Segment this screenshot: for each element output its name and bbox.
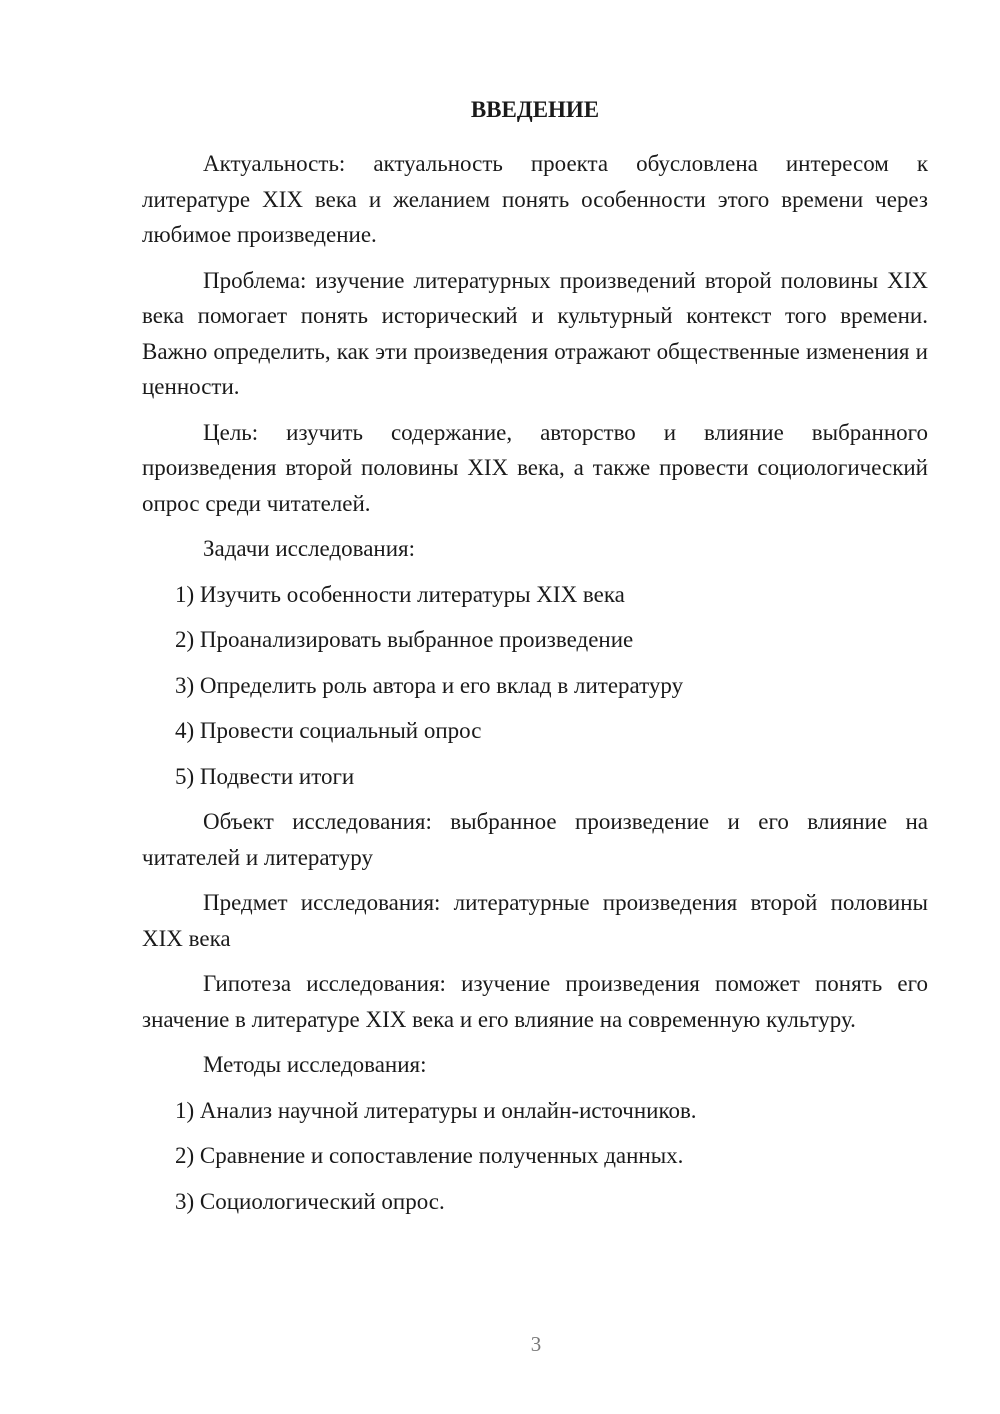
- document-body: [142, 94, 928, 1229]
- paragraph-hypothesis: Гипотеза исследования: изучение произведения поможет понять его значение в литературе XIX века и его влияние на современную культуру.: [142, 971, 928, 1032]
- paragraph-relevance: Актуальность: актуальность проекта обусловлена интересом к литературе XIX века и желанием понять особенности этого времени через любимое произведение.: [142, 151, 928, 247]
- list-item: 5) Подвести итоги: [175, 763, 355, 789]
- paragraph-goal: Цель: изучить содержание, авторство и влияние выбранного произведения второй половины XIX века, а также провести социологический опрос среди читателей.: [142, 419, 928, 516]
- paragraph-object: Объект исследования: выбранное произведение и его влияние на читателей и литературу: [142, 809, 928, 870]
- tasks-list: [142, 577, 928, 795]
- list-item: 2) Сравнение и сопоставление полученных данных.: [175, 1143, 684, 1168]
- tasks-heading: Задачи исследования:: [203, 536, 416, 561]
- methods-heading: Методы исследования:: [203, 1052, 427, 1077]
- list-item: 2) Проанализировать выбранное произведение: [175, 627, 634, 652]
- list-item: 3) Определить роль автора и его вклад в литературу: [175, 672, 684, 698]
- paragraph-problem: Проблема: изучение литературных произведений второй половины XIX века помогает понять исторический и культурный контекст того времени. Важно определить, как эти произведения отражают общественные изменения и ценности.: [142, 267, 928, 399]
- page-number: 3: [530, 1332, 542, 1356]
- list-item: 1) Изучить особенности литературы XIX века: [175, 581, 625, 607]
- methods-list: [142, 1093, 928, 1220]
- list-item: 4) Провести социальный опрос: [175, 718, 482, 743]
- section-title: ВВЕДЕНИЕ: [470, 97, 600, 122]
- list-item: 1) Анализ научной литературы и онлайн-источников.: [175, 1097, 697, 1123]
- paragraph-subject: Предмет исследования: литературные произведения второй половины XIX века: [142, 890, 928, 951]
- list-item: 3) Социологический опрос.: [175, 1188, 445, 1214]
